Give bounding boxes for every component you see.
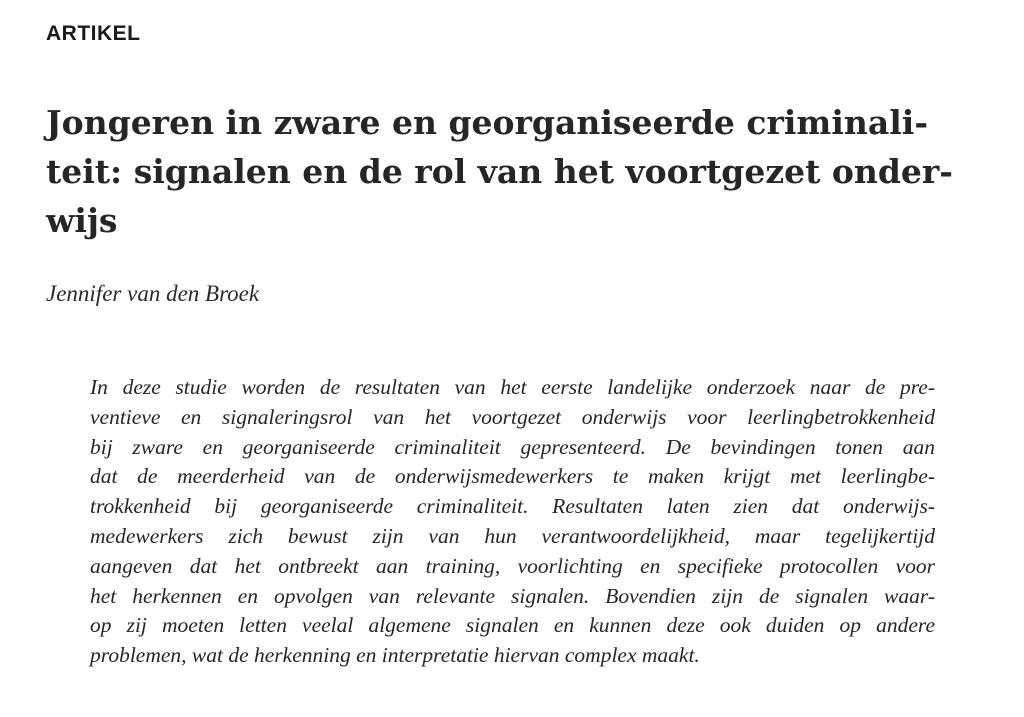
section-label: ARTIKEL — [46, 22, 141, 45]
abstract-line: bij zware en georganiseerde criminaliteit gepresenteerd. De bevindingen tonen aan — [90, 434, 935, 459]
abstract-line: het herkennen en opvolgen van relevante signalen. Bovendien zijn de signalen waar- — [90, 583, 935, 608]
abstract-line: dat de meerderheid van de onderwijsmedewerkers te maken krijgt met leerlingbe- — [90, 464, 935, 489]
abstract-line: ventieve en signaleringsrol van het voortgezet onderwijs voor leerlingbetrokkenheid — [90, 404, 935, 429]
abstract — [90, 373, 935, 671]
title-line: Jongeren in zware en georganiseerde criminali- — [46, 103, 929, 142]
abstract-line: op zij moeten letten veelal algemene signalen en kunnen deze ook duiden op andere — [90, 613, 935, 638]
abstract-line: medewerkers zich bewust zijn van hun verantwoordelijkheid, maar tegelijkertijd — [90, 523, 935, 548]
author-name: Jennifer van den Broek — [46, 281, 260, 306]
abstract-line: In deze studie worden de resultaten van het eerste landelijke onderzoek naar de pre- — [90, 375, 935, 399]
title-line: wijs — [46, 201, 118, 240]
title-line: teit: signalen en de rol van het voortgezet onder- — [46, 152, 954, 191]
article-title — [46, 98, 976, 245]
abstract-line: problemen, wat de herkenning en interpretatie hiervan complex maakt. — [90, 643, 700, 668]
abstract-line: aangeven dat het ontbreekt aan training, voorlichting en specifieke protocollen voor — [90, 553, 935, 578]
abstract-line: trokkenheid bij georganiseerde criminaliteit. Resultaten laten zien dat onderwijs- — [90, 494, 935, 519]
